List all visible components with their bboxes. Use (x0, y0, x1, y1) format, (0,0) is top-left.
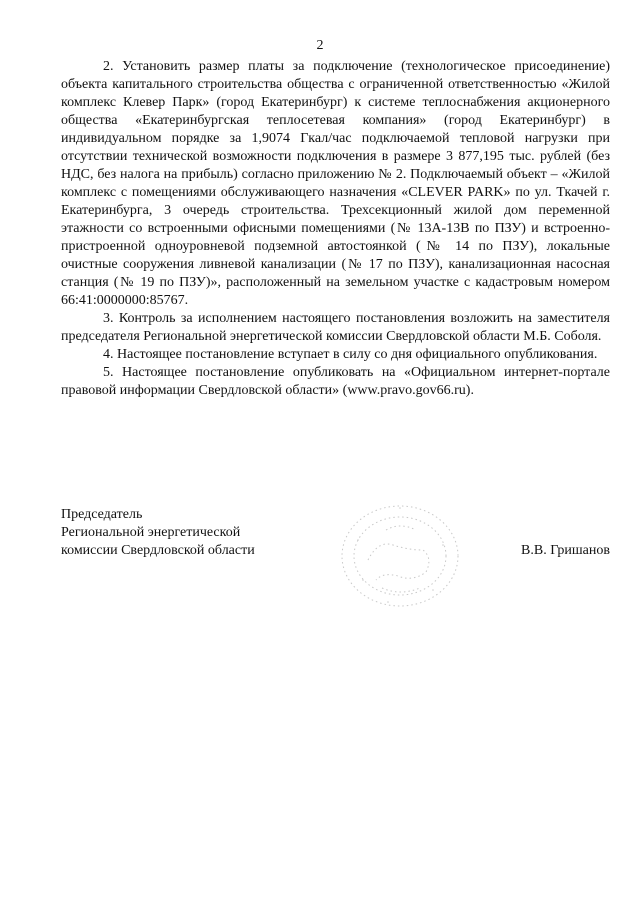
paragraph-5: 5. Настоящее постановление опубликовать на «Официальном интернет-портале правовой информации Свердловской области» (www.pravo.gov66.ru). (61, 365, 610, 398)
paragraph-2: 2. Установить размер платы за подключение (технологическое присоединение) объекта капитального строительства общества с ограниченной ответственностью «Жилой комплекс Клевер Парк» (город Екатеринбург) к системе теплоснабжения акционерного общества «Екатеринбургская теплосетевая компания» (город Екатеринбург) в индивидуальном порядке за 1,9074 Гкал/час подключаемой тепловой нагрузки при отсутствии технической возможности подключения в размере 3 877,195 тыс. рублей (без НДС, без налога на прибыль) согласно приложению № 2. Подключаемый объект – «Жилой комплекс с помещениями обслуживающего назначения «CLEVER PARK» по ул. Ткачей г. Екатеринбурга, 3 очередь строительства. Трехсекционный жилой дом переменной этажности со встроенными офисными помещениями (№ 13А-13В по ПЗУ) и встроенно-пристроенной одноуровневой подземной автостоянкой (№ 14 по ПЗУ), локальные очистные сооружения ливневой канализации (№ 17 по ПЗУ), канализационная насосная станция (№ 19 по ПЗУ)», расположенный на земельном участке с кадастровым номером 66:41:0000000:85767. (61, 59, 610, 308)
signatory-title (61, 506, 321, 560)
signature-block (61, 506, 610, 566)
page-number: 2 (316, 38, 324, 53)
document-body (61, 58, 610, 400)
signatory-name: В.В. Гришанов (521, 543, 610, 558)
signatory-title-line: комиссии Свердловской области (61, 543, 255, 558)
faint-seal-stamp (338, 500, 463, 610)
signatory-title-line: Председатель (61, 507, 143, 522)
paragraph-4: 4. Настоящее постановление вступает в силу со дня официального опубликования. (103, 347, 598, 362)
paragraph-3: 3. Контроль за исполнением настоящего постановления возложить на заместителя председателя Региональной энергетической комиссии Свердловской области М.Б. Соболя. (61, 311, 610, 344)
signatory-title-line: Региональной энергетической (61, 525, 241, 540)
